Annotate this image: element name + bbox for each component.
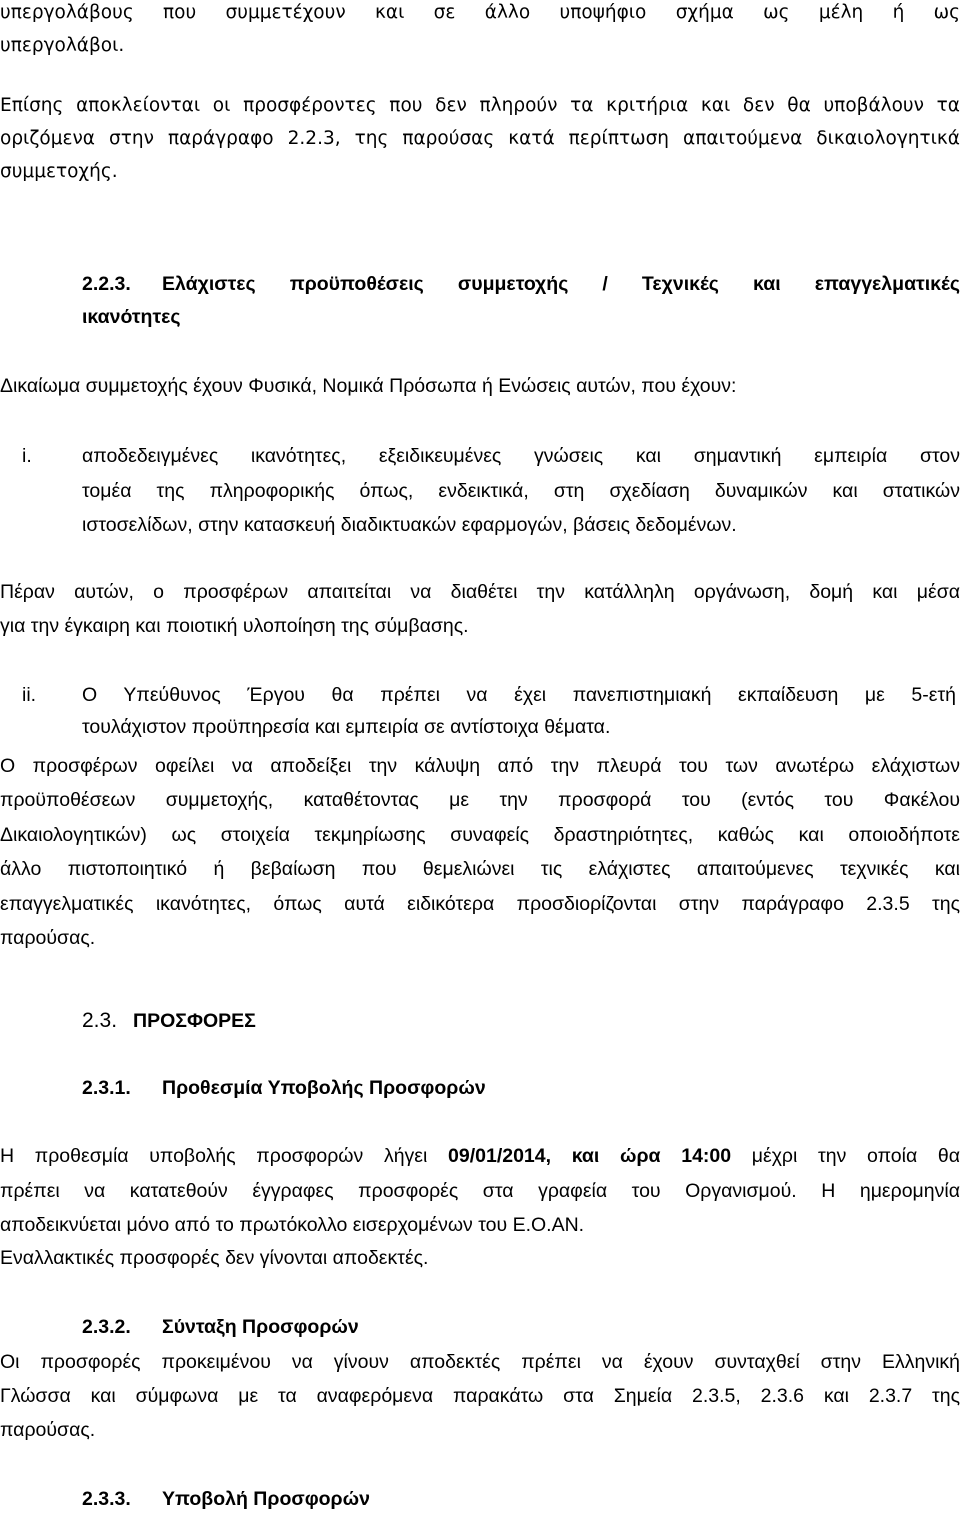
list-item-line: Ο Υπεύθυνος Έργου θα πρέπει να έχει πανεπιστημιακή εκπαίδευση με 5-ετή xyxy=(82,684,956,706)
list-item-line: αποδεδειγμένες ικανότητες, εξειδικευμένες γνώσεις και σημαντική εμπειρία στον xyxy=(82,445,960,467)
list-item-line: τομέα της πληροφορικής όπως, ενδεικτικά, στη σχεδίαση δυναμικών και στατικών xyxy=(82,480,960,502)
paragraph-line: πρέπει να κατατεθούν έγγραφες προσφορές στα γραφεία του Οργανισμού. Η ημερομηνία xyxy=(0,1180,960,1202)
paragraph-line: Δικαίωμα συμμετοχής έχουν Φυσικά, Νομικά Πρόσωπα ή Ενώσεις αυτών, που έχουν: xyxy=(0,375,737,397)
paragraph-line: συμμετοχής. xyxy=(0,161,118,182)
deadline-date: 09/01/2014, και ώρα 14:00 xyxy=(448,1145,732,1167)
section-heading-2-3 xyxy=(82,1004,960,1038)
deadline-text: μέχρι την οποία θα xyxy=(731,1145,960,1167)
section-number: 2.3. xyxy=(82,1009,118,1032)
list-marker: ii. xyxy=(22,684,37,706)
section-title: ΠΡΟΣΦΟΡΕΣ xyxy=(133,1010,256,1032)
paragraph-line: υπεργολάβοι. xyxy=(0,35,125,56)
paragraph-line: αποδεικνύεται μόνο από το πρωτόκολλο εισερχομένων του Ε.Ο.ΑΝ. xyxy=(0,1214,585,1236)
paragraph-line: για την έγκαιρη και ποιοτική υλοποίηση της σύμβασης. xyxy=(0,615,469,637)
paragraph-line: Οι προσφορές προκειμένου να γίνουν αποδεκτές πρέπει να έχουν συνταχθεί στην Ελληνική xyxy=(0,1351,960,1373)
list-marker: i. xyxy=(22,445,32,467)
section-number: 2.3.2. xyxy=(82,1316,131,1338)
section-heading-2-3-3 xyxy=(82,1483,960,1516)
list-item-line: ιστοσελίδων, στην κατασκευή διαδικτυακών εφαρμογών, βάσεις δεδομένων. xyxy=(82,514,737,536)
section-title: Ελάχιστες προϋποθέσεις συμμετοχής / Τεχνικές και επαγγελματικές xyxy=(162,273,960,295)
paragraph-line: Επίσης αποκλείονται οι προσφέροντες που δεν πληρούν τα κριτήρια και δεν θα υποβάλουν τα xyxy=(0,95,960,116)
deadline-line xyxy=(0,1140,960,1173)
section-title: Προθεσμία Υποβολής Προσφορών xyxy=(162,1077,486,1099)
paragraph-line: επαγγελματικές ικανότητες, όπως αυτά ειδικότερα προσδιορίζονται στην παράγραφο 2.3.5 της xyxy=(0,893,960,915)
paragraph-line: παρούσας. xyxy=(0,1419,96,1441)
paragraph-line: παρούσας. xyxy=(0,927,96,949)
section-heading-2-2-3 xyxy=(82,268,960,301)
paragraph-line: προϋποθέσεων συμμετοχής, καταθέτοντας με την προσφορά του (εντός του Φακέλου xyxy=(0,789,960,811)
paragraph-line: Δικαιολογητικών) ως στοιχεία τεκμηρίωσης συναφείς δραστηριότητες, καθώς και οποιοδήποτε xyxy=(0,824,960,846)
paragraph-line: Εναλλακτικές προσφορές δεν γίνονται αποδεκτές. xyxy=(0,1247,429,1269)
paragraph-line: Ο προσφέρων οφείλει να αποδείξει την κάλυψη από την πλευρά του των ανωτέρω ελάχιστων xyxy=(0,755,960,777)
section-number: 2.2.3. xyxy=(82,273,131,295)
section-title-continued: ικανότητες xyxy=(82,306,181,328)
section-heading-2-3-1 xyxy=(82,1072,960,1105)
section-title: Σύνταξη Προσφορών xyxy=(162,1316,359,1338)
deadline-text: Η προθεσμία υποβολής προσφορών λήγει xyxy=(0,1145,449,1167)
section-title: Υποβολή Προσφορών xyxy=(162,1488,370,1510)
section-number: 2.3.1. xyxy=(82,1077,131,1099)
paragraph-line: υπεργολάβους που συμμετέχουν και σε άλλο υποψήφιο σχήμα ως μέλη ή ως xyxy=(0,2,960,23)
paragraph-line: Γλώσσα και σύμφωνα με τα αναφερόμενα παρακάτω στα Σημεία 2.3.5, 2.3.6 και 2.3.7 της xyxy=(0,1385,960,1407)
list-item-line: τουλάχιστον προϋπηρεσία και εμπειρία σε αντίστοιχα θέματα. xyxy=(82,716,611,738)
paragraph-line: άλλο πιστοποιητικό ή βεβαίωση που θεμελιώνει τις ελάχιστες απαιτούμενες τεχνικές και xyxy=(0,858,960,880)
section-heading-2-3-2 xyxy=(82,1311,960,1344)
section-number: 2.3.3. xyxy=(82,1488,131,1510)
paragraph-line: Πέραν αυτών, ο προσφέρων απαιτείται να διαθέτει την κατάλληλη οργάνωση, δομή και μέσα xyxy=(0,581,960,603)
paragraph-line: οριζόμενα στην παράγραφο 2.2.3, της παρούσας κατά περίπτωση απαιτούμενα δικαιολογητικά xyxy=(0,128,960,149)
